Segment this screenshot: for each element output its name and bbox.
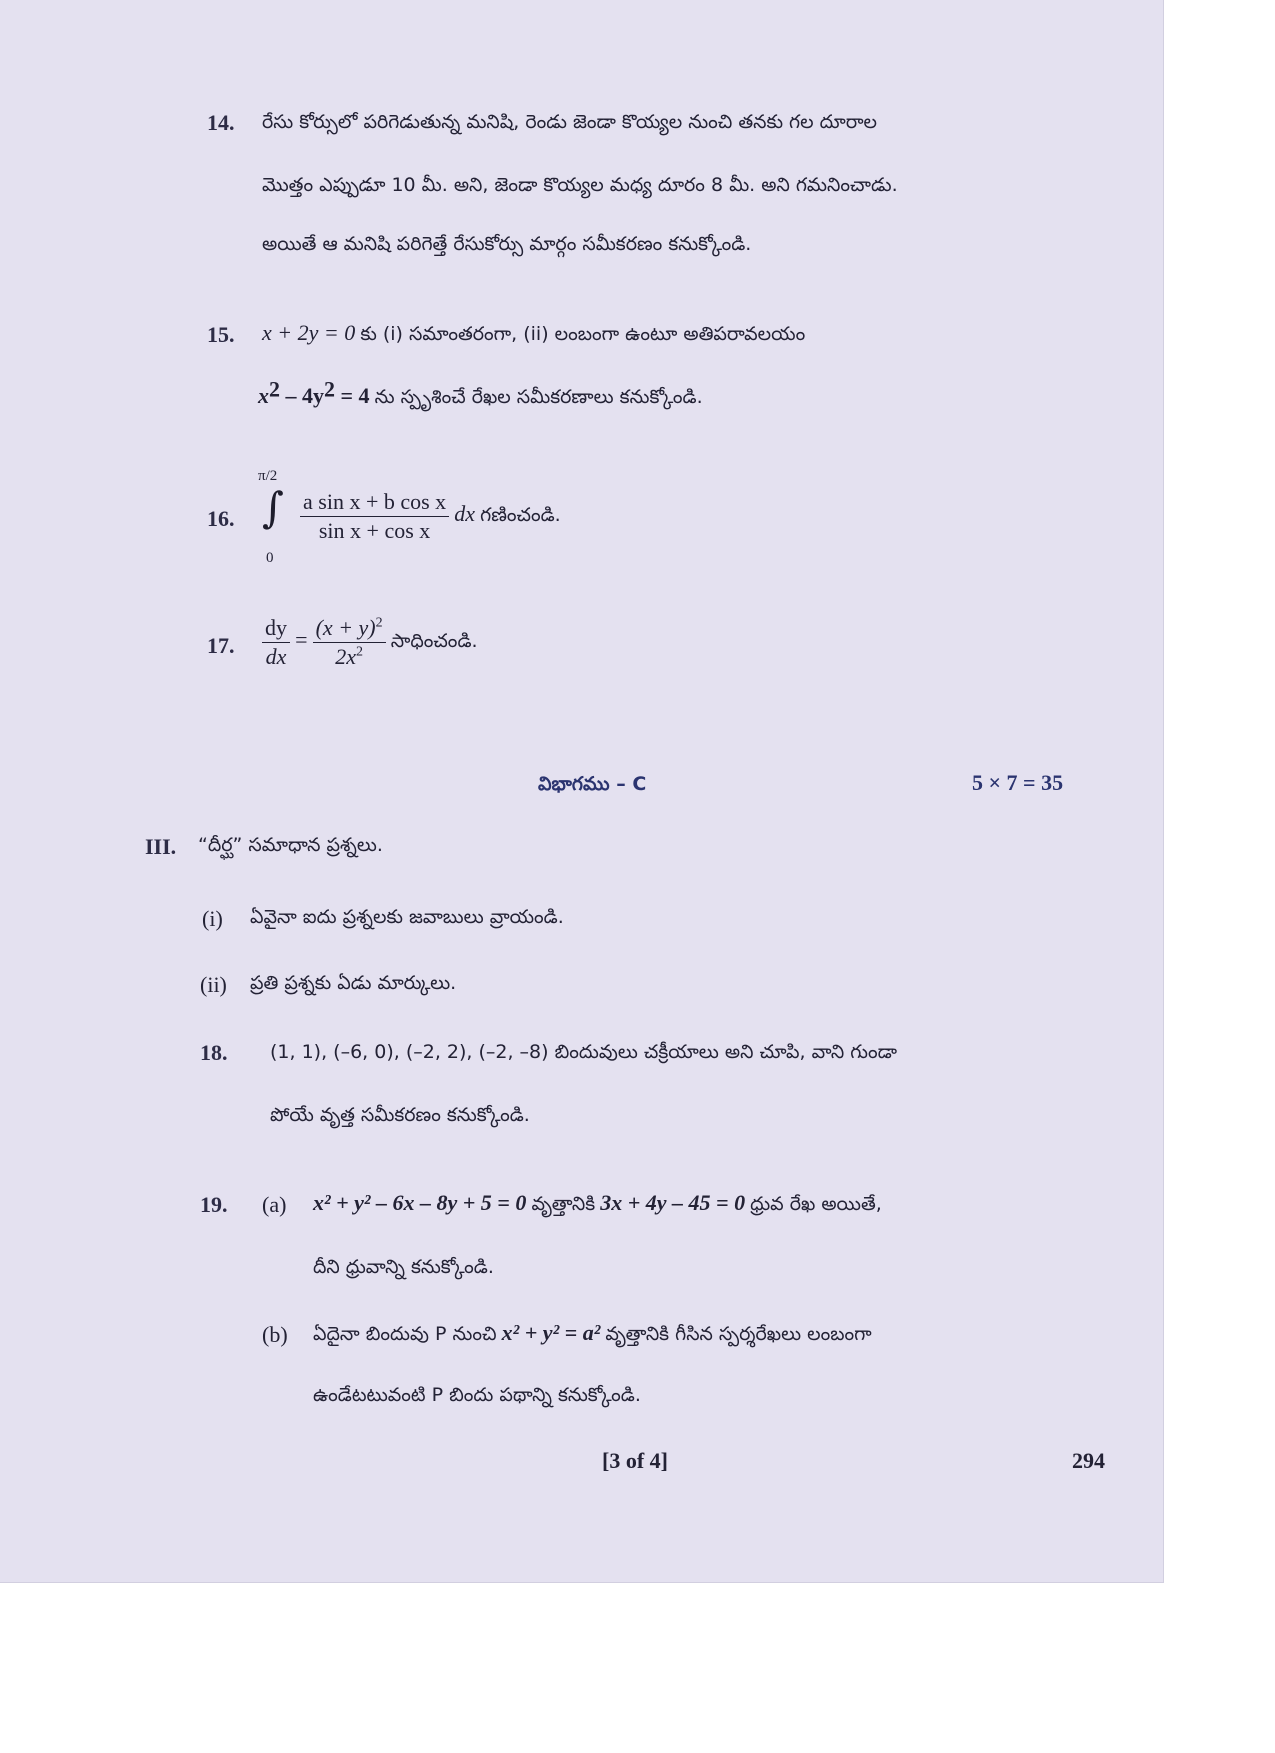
- q14-number: 14.: [207, 110, 235, 135]
- q15-exp-1: 2: [269, 376, 280, 402]
- q14-line-2: మొత్తం ఎప్పుడూ 10 మీ. అని, జెండా కొయ్యల మధ్య దూరం 8 మీ. అని గమనించాడు.: [262, 174, 898, 196]
- q19-a-text-1: వృత్తానికి: [531, 1193, 596, 1215]
- part3-ii-text: ప్రతి ప్రశ్నకు ఏడు మార్కులు.: [250, 972, 457, 994]
- q19-a-line-2: దీని ధ్రువాన్ని కనుక్కోండి.: [313, 1256, 494, 1278]
- q19-b-text-2: వృత్తానికి గీసిన స్పర్శరేఖలు లంబంగా: [605, 1323, 872, 1345]
- q17-equals: =: [295, 627, 308, 652]
- q16-numerator: a sin x + b cos x: [300, 489, 449, 517]
- q19-a-text-2: ధ్రువ రేఖ అయితే,: [750, 1193, 882, 1215]
- q15-line-1-text: కు (i) సమాంతరంగా, (ii) లంబంగా ఉంటూ అతిపరావలయం: [360, 323, 806, 345]
- paper-code: 294: [1072, 1448, 1105, 1473]
- q19-a-line-1: [313, 1190, 882, 1220]
- q17-text: సాధించండి.: [390, 630, 478, 652]
- q17-lhs-numerator: dy: [262, 615, 290, 643]
- q19-b-line-1: [313, 1320, 872, 1350]
- part3-number: III.: [145, 834, 177, 859]
- q16-integral-sign: ∫: [262, 483, 284, 532]
- q17-rhs-denominator: $2x^2$: [335, 644, 363, 669]
- q17-number: 17.: [207, 633, 235, 658]
- part3-i-text: ఏవైనా ఐదు ప్రశ్నలకు జవాబులు వ్రాయండి.: [250, 906, 564, 928]
- q15-line-2: [258, 376, 703, 413]
- q19-b-text-1: ఏదైనా బిందువు P నుంచి: [313, 1323, 497, 1345]
- page-number: [3 of 4]: [602, 1448, 668, 1473]
- q19-a-circle-equation: x² + y² – 6x – 8y + 5 = 0: [313, 1190, 527, 1215]
- q16-text: గణించండి.: [480, 504, 561, 526]
- q15-equation-line: x + 2y = 0: [262, 320, 356, 345]
- q17-equation: [262, 615, 478, 670]
- q15-hyperbola-rhs: = 4: [335, 383, 370, 408]
- q16-lower-limit: 0: [266, 550, 274, 566]
- q16-number: 16.: [207, 506, 235, 531]
- q19-b-circle-equation: x² + y² = a²: [501, 1320, 601, 1345]
- q18-line-1: (1, 1), (–6, 0), (–2, 2), (–2, –8) బిందువులు చక్రీయాలు అని చూపి, వాని గుండా: [270, 1041, 897, 1063]
- q15-number: 15.: [207, 322, 235, 347]
- part3-heading: “దీర్ఘ” సమాధాన ప్రశ్నలు.: [198, 834, 383, 856]
- q17-rhs-numerator: $(x + y)^2$: [313, 615, 386, 643]
- q17-lhs-denominator: dx: [265, 644, 287, 669]
- q16-dx: dx: [454, 501, 476, 526]
- part3-ii-label: (ii): [200, 972, 227, 997]
- part3-i-label: (i): [202, 906, 223, 931]
- q16-integrand: [300, 489, 561, 544]
- q16-denominator: sin x + cos x: [318, 518, 431, 543]
- q19-b-line-2: ఉండేటటువంటి P బిందు పథాన్ని కనుక్కోండి.: [313, 1384, 641, 1406]
- q15-line-1: [262, 320, 805, 350]
- q14-line-1: రేసు కోర్సులో పరిగెడుతున్న మనిషి, రెండు జెండా కొయ్యల నుంచి తనకు గల దూరాల: [262, 111, 878, 133]
- section-title: విభాగము – C: [538, 773, 647, 795]
- q15-line-2-text: ను స్పృశించే రేఖల సమీకరణాలు కనుక్కోండి.: [374, 386, 703, 408]
- q19-b-label: (b): [262, 1322, 288, 1347]
- q18-line-2: పోయే వృత్త సమీకరణం కనుక్కోండి.: [270, 1104, 530, 1126]
- q15-hyperbola-y: – 4y: [280, 383, 324, 408]
- section-marks: 5 × 7 = 35: [972, 770, 1064, 795]
- q16-upper-limit: π/2: [258, 468, 278, 484]
- q15-hyperbola-x: x: [258, 383, 269, 408]
- q15-exp-2: 2: [324, 376, 335, 402]
- q14-line-3: అయితే ఆ మనిషి పరిగెత్తే రేసుకోర్సు మార్గం సమీకరణం కనుక్కోండి.: [262, 233, 752, 255]
- q19-a-line-equation: 3x + 4y – 45 = 0: [600, 1190, 746, 1215]
- q18-number: 18.: [200, 1040, 228, 1065]
- q19-a-label: (a): [262, 1192, 287, 1217]
- q19-number: 19.: [200, 1192, 228, 1217]
